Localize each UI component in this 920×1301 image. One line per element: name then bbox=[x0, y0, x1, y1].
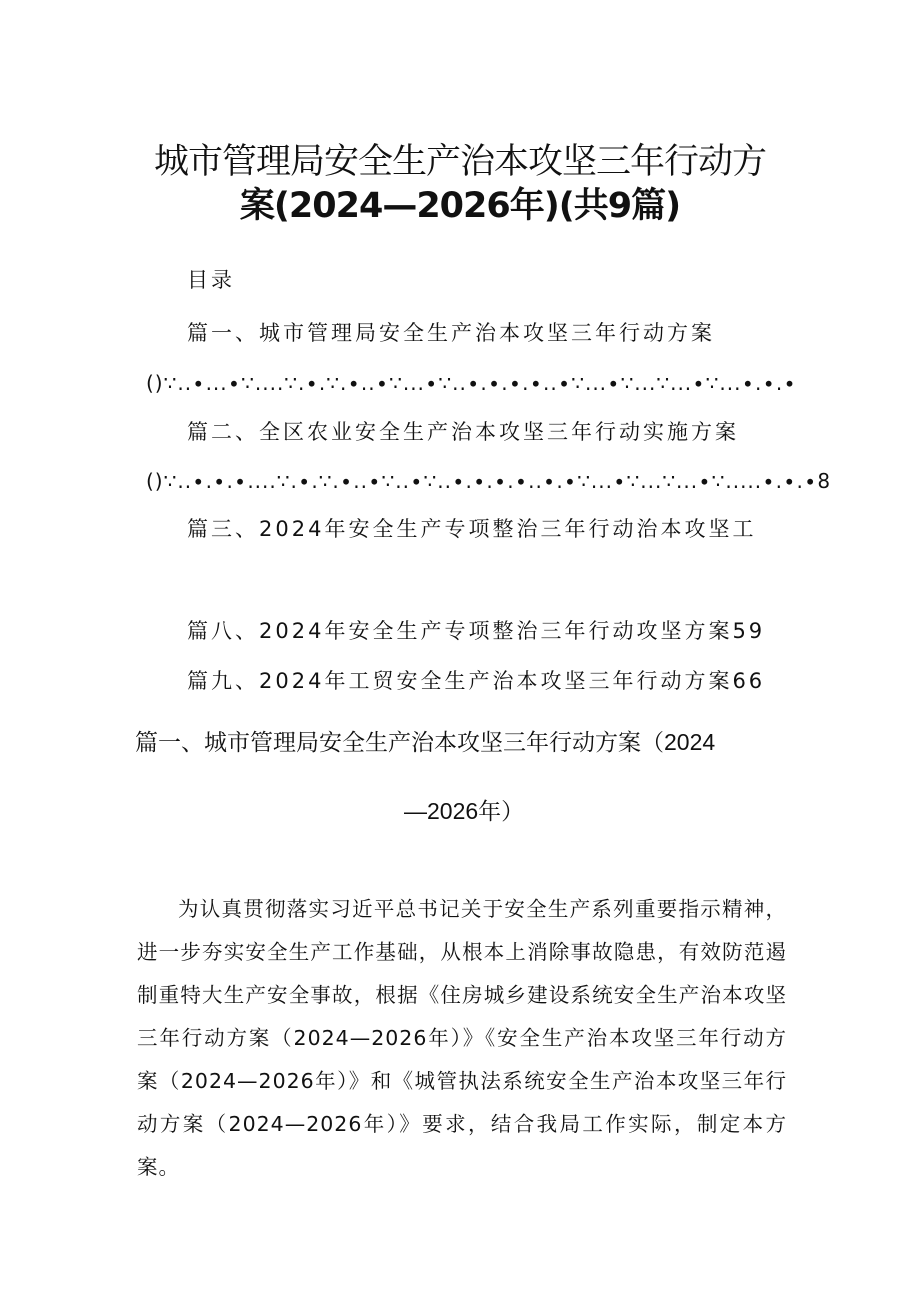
document-title-line1: 城市管理局安全生产治本攻坚三年行动方 bbox=[153, 142, 766, 182]
toc-heading: 目录 bbox=[187, 268, 235, 292]
toc-entry-2: 篇二、全区农业安全生产治本攻坚三年行动实施方案 bbox=[187, 420, 739, 444]
toc-entry-3: 篇三、2024年安全生产专项整治三年行动治本攻坚工 bbox=[187, 517, 757, 541]
toc-entry-9: 篇九、2024年工贸安全生产治本攻坚三年行动方案66 bbox=[187, 669, 766, 693]
toc-entry-1-leader: ()∵..∙...∙∵....∵.∙.∵.∙..∙∵...∙∵..∙.∙.∙.∙..∙∵...∙∵...∵...∙∵...∙.∙.∙ bbox=[146, 371, 797, 395]
toc-entry-1: 篇一、城市管理局安全生产治本攻坚三年行动方案 bbox=[187, 321, 715, 345]
section-body-paragraph: 为认真贯彻落实习近平总书记关于安全生产系列重要指示精神，进一步夯实安全生产工作基础，从根本上消除事故隐患，有效防范遏制重特大生产安全事故，根据《住房城乡建设系统安全生产治本攻坚三年行动方案（2024—2026年）》《安全生产治本攻坚三年行动方案（2024—2026年）》和《城管执法系统安全生产治本攻坚三年行动方案（2024—2026年）》要求，结合我局工作实际，制定本方案。 bbox=[137, 897, 787, 1179]
document-title-line2: 案(2024—2026年)(共9篇) bbox=[239, 186, 681, 226]
section-heading-line1: 篇一、城市管理局安全生产治本攻坚三年行动方案（2024 bbox=[135, 729, 716, 755]
toc-entry-2-leader: ()∵..∙.∙.∙....∵.∙.∵.∙..∙∵..∙∵..∙.∙.∙.∙..∙.∙∵...∙∵...∵...∙∵.....∙.∙.∙8 bbox=[146, 469, 832, 493]
section-heading-line2: —2026年） bbox=[404, 798, 525, 824]
toc-entry-8: 篇八、2024年安全生产专项整治三年行动攻坚方案59 bbox=[187, 619, 766, 643]
